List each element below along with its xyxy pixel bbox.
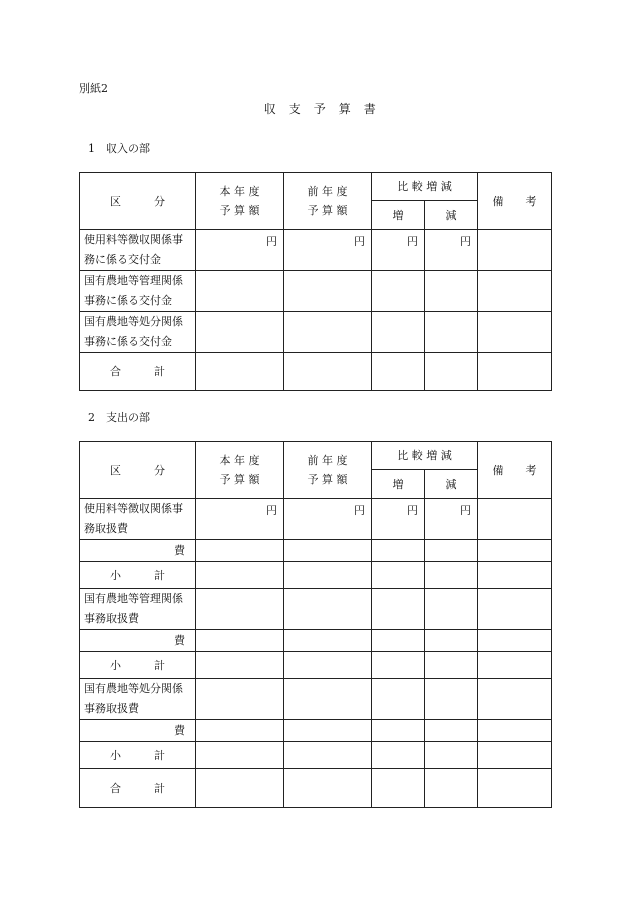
empty-cell bbox=[284, 312, 372, 353]
empty-cell bbox=[425, 630, 478, 652]
total-label: 合 計 bbox=[80, 353, 196, 391]
subtotal-label: 小 計 bbox=[80, 562, 196, 589]
row-label-line2: 事務に係る交付金 bbox=[84, 294, 172, 307]
header-current-line1: 本 年 度 bbox=[219, 454, 260, 467]
empty-cell bbox=[196, 540, 284, 562]
header-previous-line2: 予 算 額 bbox=[307, 473, 348, 486]
header-increase: 増 bbox=[372, 470, 425, 499]
empty-cell bbox=[284, 562, 372, 589]
empty-cell bbox=[372, 679, 425, 720]
empty-cell bbox=[425, 769, 478, 808]
yen-unit: 円 bbox=[372, 230, 425, 271]
remarks-cell bbox=[478, 679, 552, 720]
row-label-line1: 国有農地等管理関係 bbox=[84, 592, 183, 605]
subtotal-row bbox=[80, 742, 552, 769]
empty-cell bbox=[196, 312, 284, 353]
fee-row bbox=[80, 540, 552, 562]
income-section-heading: 1 収入の部 bbox=[88, 142, 150, 155]
empty-cell bbox=[284, 720, 372, 742]
remarks-cell bbox=[478, 720, 552, 742]
empty-cell bbox=[425, 562, 478, 589]
empty-cell bbox=[196, 769, 284, 808]
empty-cell bbox=[196, 652, 284, 679]
row-label-line1: 国有農地等処分関係 bbox=[84, 315, 183, 328]
empty-cell bbox=[196, 589, 284, 630]
header-current-budget bbox=[196, 173, 284, 230]
header-current-line2: 予 算 額 bbox=[219, 204, 260, 217]
empty-cell bbox=[284, 630, 372, 652]
header-comparison: 比 較 増 減 bbox=[372, 173, 478, 201]
header-remarks: 備 考 bbox=[478, 173, 552, 230]
fee-label: 費 bbox=[80, 630, 196, 652]
empty-cell bbox=[425, 312, 478, 353]
header-increase: 増 bbox=[372, 201, 425, 230]
remarks-cell bbox=[478, 769, 552, 808]
row-label bbox=[80, 230, 196, 271]
empty-cell bbox=[425, 720, 478, 742]
empty-cell bbox=[372, 652, 425, 679]
empty-cell bbox=[425, 540, 478, 562]
subtotal-label: 小 計 bbox=[80, 652, 196, 679]
fee-row bbox=[80, 630, 552, 652]
empty-cell bbox=[372, 353, 425, 391]
remarks-cell bbox=[478, 271, 552, 312]
yen-unit: 円 bbox=[372, 499, 425, 540]
empty-cell bbox=[425, 679, 478, 720]
empty-cell bbox=[372, 562, 425, 589]
table-row bbox=[80, 679, 552, 720]
empty-cell bbox=[372, 271, 425, 312]
header-previous-budget bbox=[284, 442, 372, 499]
total-label: 合 計 bbox=[80, 769, 196, 808]
header-category: 区 分 bbox=[80, 173, 196, 230]
yen-unit: 円 bbox=[284, 499, 372, 540]
remarks-cell bbox=[478, 312, 552, 353]
table-row bbox=[80, 271, 552, 312]
empty-cell bbox=[425, 652, 478, 679]
row-label bbox=[80, 499, 196, 540]
row-label bbox=[80, 271, 196, 312]
table-row bbox=[80, 499, 552, 540]
empty-cell bbox=[196, 353, 284, 391]
table-row bbox=[80, 589, 552, 630]
row-label-line2: 事務取扱費 bbox=[84, 612, 139, 625]
header-current-line1: 本 年 度 bbox=[219, 185, 260, 198]
remarks-cell bbox=[478, 630, 552, 652]
header-decrease: 減 bbox=[425, 470, 478, 499]
yen-unit: 円 bbox=[425, 499, 478, 540]
total-row bbox=[80, 769, 552, 808]
yen-unit: 円 bbox=[284, 230, 372, 271]
empty-cell bbox=[196, 271, 284, 312]
fee-row bbox=[80, 720, 552, 742]
remarks-cell bbox=[478, 742, 552, 769]
subtotal-label: 小 計 bbox=[80, 742, 196, 769]
empty-cell bbox=[425, 589, 478, 630]
empty-cell bbox=[425, 271, 478, 312]
row-label-line1: 使用料等徴収関係事 bbox=[84, 233, 183, 246]
empty-cell bbox=[284, 679, 372, 720]
empty-cell bbox=[284, 540, 372, 562]
row-label-line1: 国有農地等管理関係 bbox=[84, 274, 183, 287]
table-row bbox=[80, 230, 552, 271]
row-label bbox=[80, 589, 196, 630]
row-label bbox=[80, 679, 196, 720]
document-title: 収 支 予 算 書 bbox=[263, 102, 377, 116]
header-previous-line1: 前 年 度 bbox=[307, 454, 348, 467]
empty-cell bbox=[372, 720, 425, 742]
header-remarks: 備 考 bbox=[478, 442, 552, 499]
empty-cell bbox=[196, 742, 284, 769]
remarks-cell bbox=[478, 540, 552, 562]
subtotal-row bbox=[80, 652, 552, 679]
yen-unit: 円 bbox=[196, 499, 284, 540]
header-category: 区 分 bbox=[80, 442, 196, 499]
fee-label: 費 bbox=[80, 540, 196, 562]
remarks-cell bbox=[478, 562, 552, 589]
empty-cell bbox=[372, 630, 425, 652]
remarks-cell bbox=[478, 499, 552, 540]
row-label-line2: 務に係る交付金 bbox=[84, 253, 161, 266]
row-label bbox=[80, 312, 196, 353]
empty-cell bbox=[284, 652, 372, 679]
table-row bbox=[80, 312, 552, 353]
empty-cell bbox=[284, 742, 372, 769]
annex-label: 別紙2 bbox=[79, 82, 108, 95]
remarks-cell bbox=[478, 230, 552, 271]
expenditure-table bbox=[79, 441, 552, 808]
row-label-line1: 国有農地等処分関係 bbox=[84, 682, 183, 695]
empty-cell bbox=[196, 630, 284, 652]
empty-cell bbox=[425, 353, 478, 391]
yen-unit: 円 bbox=[425, 230, 478, 271]
remarks-cell bbox=[478, 353, 552, 391]
empty-cell bbox=[196, 679, 284, 720]
remarks-cell bbox=[478, 652, 552, 679]
header-previous-budget bbox=[284, 173, 372, 230]
row-label-line2: 務取扱費 bbox=[84, 522, 128, 535]
row-label-line2: 事務に係る交付金 bbox=[84, 335, 172, 348]
empty-cell bbox=[372, 589, 425, 630]
empty-cell bbox=[372, 312, 425, 353]
empty-cell bbox=[196, 562, 284, 589]
empty-cell bbox=[284, 353, 372, 391]
empty-cell bbox=[372, 769, 425, 808]
row-label-line1: 使用料等徴収関係事 bbox=[84, 502, 183, 515]
row-label-line2: 事務取扱費 bbox=[84, 702, 139, 715]
yen-unit: 円 bbox=[196, 230, 284, 271]
header-previous-line1: 前 年 度 bbox=[307, 185, 348, 198]
remarks-cell bbox=[478, 589, 552, 630]
empty-cell bbox=[372, 742, 425, 769]
empty-cell bbox=[196, 720, 284, 742]
header-previous-line2: 予 算 額 bbox=[307, 204, 348, 217]
empty-cell bbox=[284, 271, 372, 312]
total-row bbox=[80, 353, 552, 391]
expenditure-section-heading: 2 支出の部 bbox=[88, 411, 150, 424]
empty-cell bbox=[284, 769, 372, 808]
subtotal-row bbox=[80, 562, 552, 589]
empty-cell bbox=[284, 589, 372, 630]
empty-cell bbox=[372, 540, 425, 562]
header-current-budget bbox=[196, 442, 284, 499]
header-decrease: 減 bbox=[425, 201, 478, 230]
fee-label: 費 bbox=[80, 720, 196, 742]
income-table bbox=[79, 172, 552, 391]
empty-cell bbox=[425, 742, 478, 769]
header-comparison: 比 較 増 減 bbox=[372, 442, 478, 470]
header-current-line2: 予 算 額 bbox=[219, 473, 260, 486]
